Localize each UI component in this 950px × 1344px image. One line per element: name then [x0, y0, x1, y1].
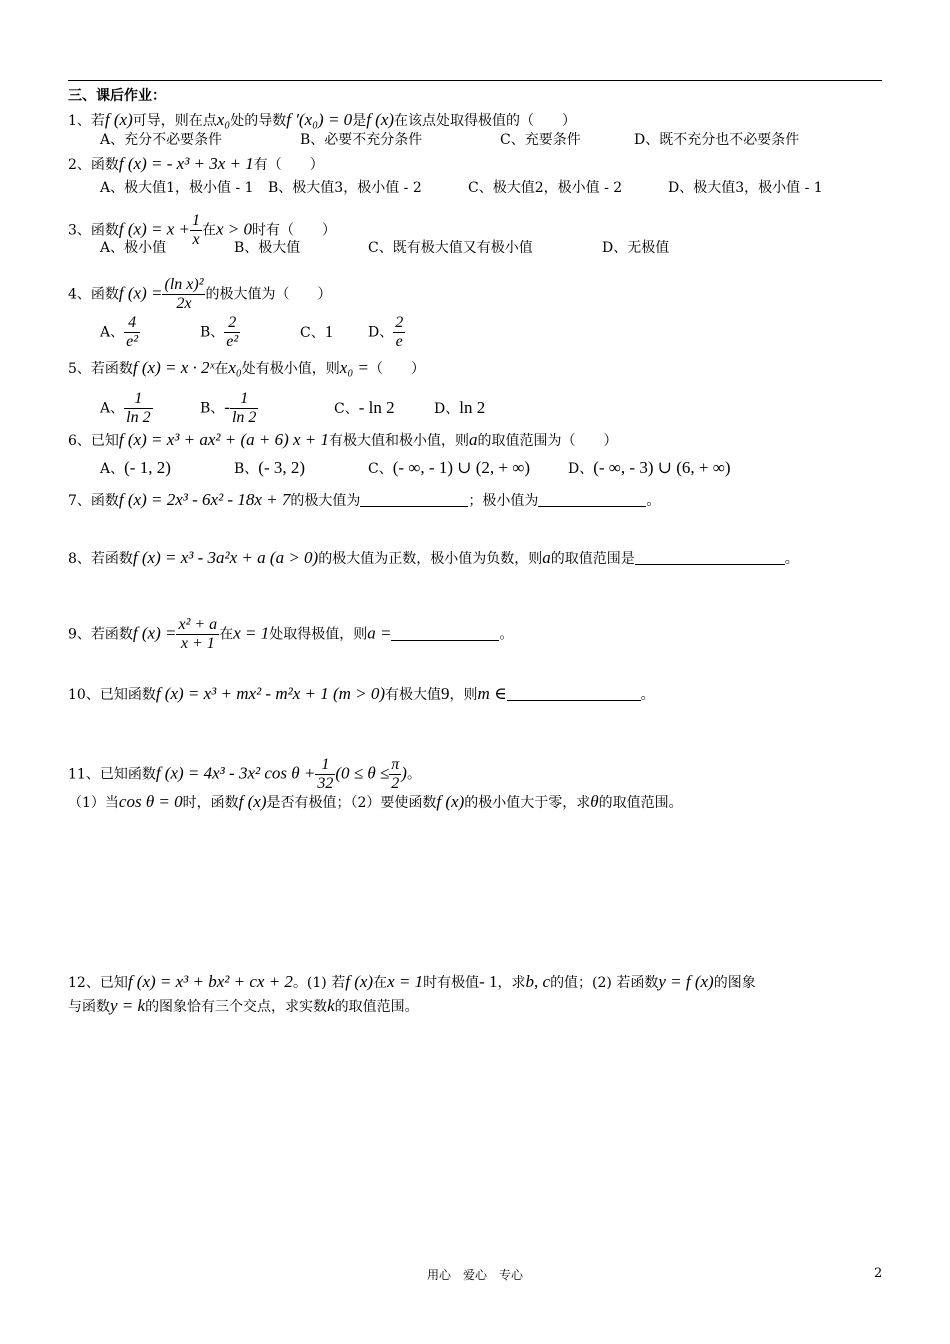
fraction: $\frac{\text{(ln x)²}}{2x}$ — [164, 276, 204, 312]
fraction: $\frac{1}{32}$ — [317, 756, 334, 792]
question-3-options — [100, 238, 669, 258]
option-b: B、 $\frac{2}{\text{e²}}$ — [200, 314, 239, 350]
option-b: B、- $\frac{1}{\ln 2}$ — [200, 390, 257, 426]
option-c: C、充要条件 — [500, 132, 581, 148]
question-11-subparts: （1）当cos θ = 0时，函数f (x)是否有极值；（2）要使函数f (x)的极小值大于零，求θ的取值范围。 — [68, 792, 683, 811]
fraction: $\frac{\text{x² + a}}{x + 1}$ — [178, 616, 218, 652]
option-d: D、 $\frac{2}{e}$ — [368, 314, 404, 350]
question-12: 12、已知f (x) = x³ + bx² + cx + 2。(1) 若f (x)在x = 1时有极值- 1，求b, c的值；(2) 若函数y = f (x)的图象 — [68, 972, 756, 991]
question-3: 3、函数f (x) = x + $\frac{1}{x}$ 在x > 0时有（ ） — [68, 212, 337, 248]
question-6: 6、已知f (x) = x³ + ax² + (a + 6) x + 1有极大值和极小值，则a的取值范围为（ ） — [68, 430, 618, 449]
page-number: 2 — [874, 1266, 883, 1281]
question-6-options — [100, 458, 731, 479]
fraction: $\frac{1}{x}$ — [192, 212, 201, 248]
question-12-line-2: 与函数y = k的图象恰有三个交点，求实数k的取值范围。 — [68, 996, 419, 1015]
option-d: D、(- ∞, - 3) ∪ (6, + ∞) — [568, 458, 731, 477]
question-2-options — [100, 178, 823, 198]
option-c: C、既有极大值又有极小值 — [368, 240, 533, 256]
answer-blank-max[interactable] — [360, 492, 468, 507]
fraction: $\frac{1}{\ln 2}$ — [231, 390, 257, 426]
question-4: 4、函数f (x) = $\frac{\text{(ln x)²}}{2x}$ 的极大值为（ ） — [68, 276, 332, 312]
option-b: B、极大值3，极小值 - 2 — [268, 180, 422, 196]
answer-blank-min[interactable] — [538, 492, 646, 507]
option-b: B、必要不充分条件 — [300, 132, 423, 148]
option-d: D、既不充分也不必要条件 — [634, 132, 800, 148]
option-c: C、(- ∞, - 1) ∪ (2, + ∞) — [368, 458, 531, 477]
option-a: A、 $\frac{4}{\text{e²}}$ — [100, 314, 139, 350]
option-c: C、- ln 2 — [334, 397, 395, 417]
answer-blank[interactable] — [507, 686, 641, 701]
top-rule — [68, 80, 882, 81]
fraction: $\frac{2}{e}$ — [395, 314, 404, 350]
section-title: 三、课后作业： — [68, 88, 166, 104]
option-a: A、 $\frac{1}{\ln 2}$ — [100, 390, 151, 426]
question-4-options — [100, 314, 405, 351]
option-a: A、(- 1, 2) — [100, 458, 171, 477]
fraction: $\frac{1}{\ln 2}$ — [126, 390, 151, 426]
fraction: $\frac{2}{\text{e²}}$ — [226, 314, 239, 350]
question-2: 2、函数f (x) = - x³ + 3x + 1有（ ） — [68, 154, 324, 173]
question-5: 5、若函数f (x) = x · 2ˣ在x₀处有极小值，则x₀ =（ ） — [68, 358, 425, 377]
option-d: D、ln 2 — [434, 397, 486, 417]
option-d: D、无极值 — [602, 240, 670, 256]
option-a: A、极大值1，极小值 - 1 — [100, 180, 254, 196]
question-1: 1、若f (x)可导，则在点x₀处的导数f ′(x₀) = 0是f (x)在该点处取得极值的（ ） — [68, 110, 577, 129]
question-8: 8、若函数f (x) = x³ - 3a²x + a (a > 0)的极大值为正数，极小值为负数，则a的取值范围是 。 — [68, 548, 799, 567]
answer-blank[interactable] — [391, 626, 499, 641]
question-11: 11、已知函数f (x) = 4x³ - 3x² cos θ + $\frac{1}{32}$ (0 ≤ θ ≤ $\frac{\pi}{2}$ )。 — [68, 756, 421, 792]
fraction: $\frac{4}{\text{e²}}$ — [126, 314, 139, 350]
question-1-options — [100, 130, 799, 150]
option-b: B、极大值 — [234, 240, 301, 256]
option-c: C、1 — [300, 321, 334, 341]
option-a: A、极小值 — [100, 240, 167, 256]
fraction-pi-over-2: $\frac{\pi}{2}$ — [391, 756, 400, 792]
option-b: B、(- 3, 2) — [234, 458, 306, 477]
question-5-options — [100, 390, 485, 427]
page-footer: 用心 爱心 专心 — [426, 1268, 523, 1282]
answer-blank[interactable] — [635, 550, 785, 565]
option-c: C、极大值2，极小值 - 2 — [468, 180, 623, 196]
question-10: 10、已知函数f (x) = x³ + mx² - m²x + 1 (m > 0)有极大值9，则m ∈ 。 — [68, 684, 655, 703]
option-d: D、极大值3，极小值 - 1 — [668, 180, 823, 196]
option-a: A、充分不必要条件 — [100, 132, 223, 148]
question-9: 9、若函数f (x) = $\frac{\text{x² + a}}{x + 1}$ 在x = 1处取得极值，则a = 。 — [68, 616, 514, 652]
question-7: 7、函数f (x) = 2x³ - 6x² - 18x + 7的极大值为 ；极小值为 。 — [68, 490, 661, 509]
